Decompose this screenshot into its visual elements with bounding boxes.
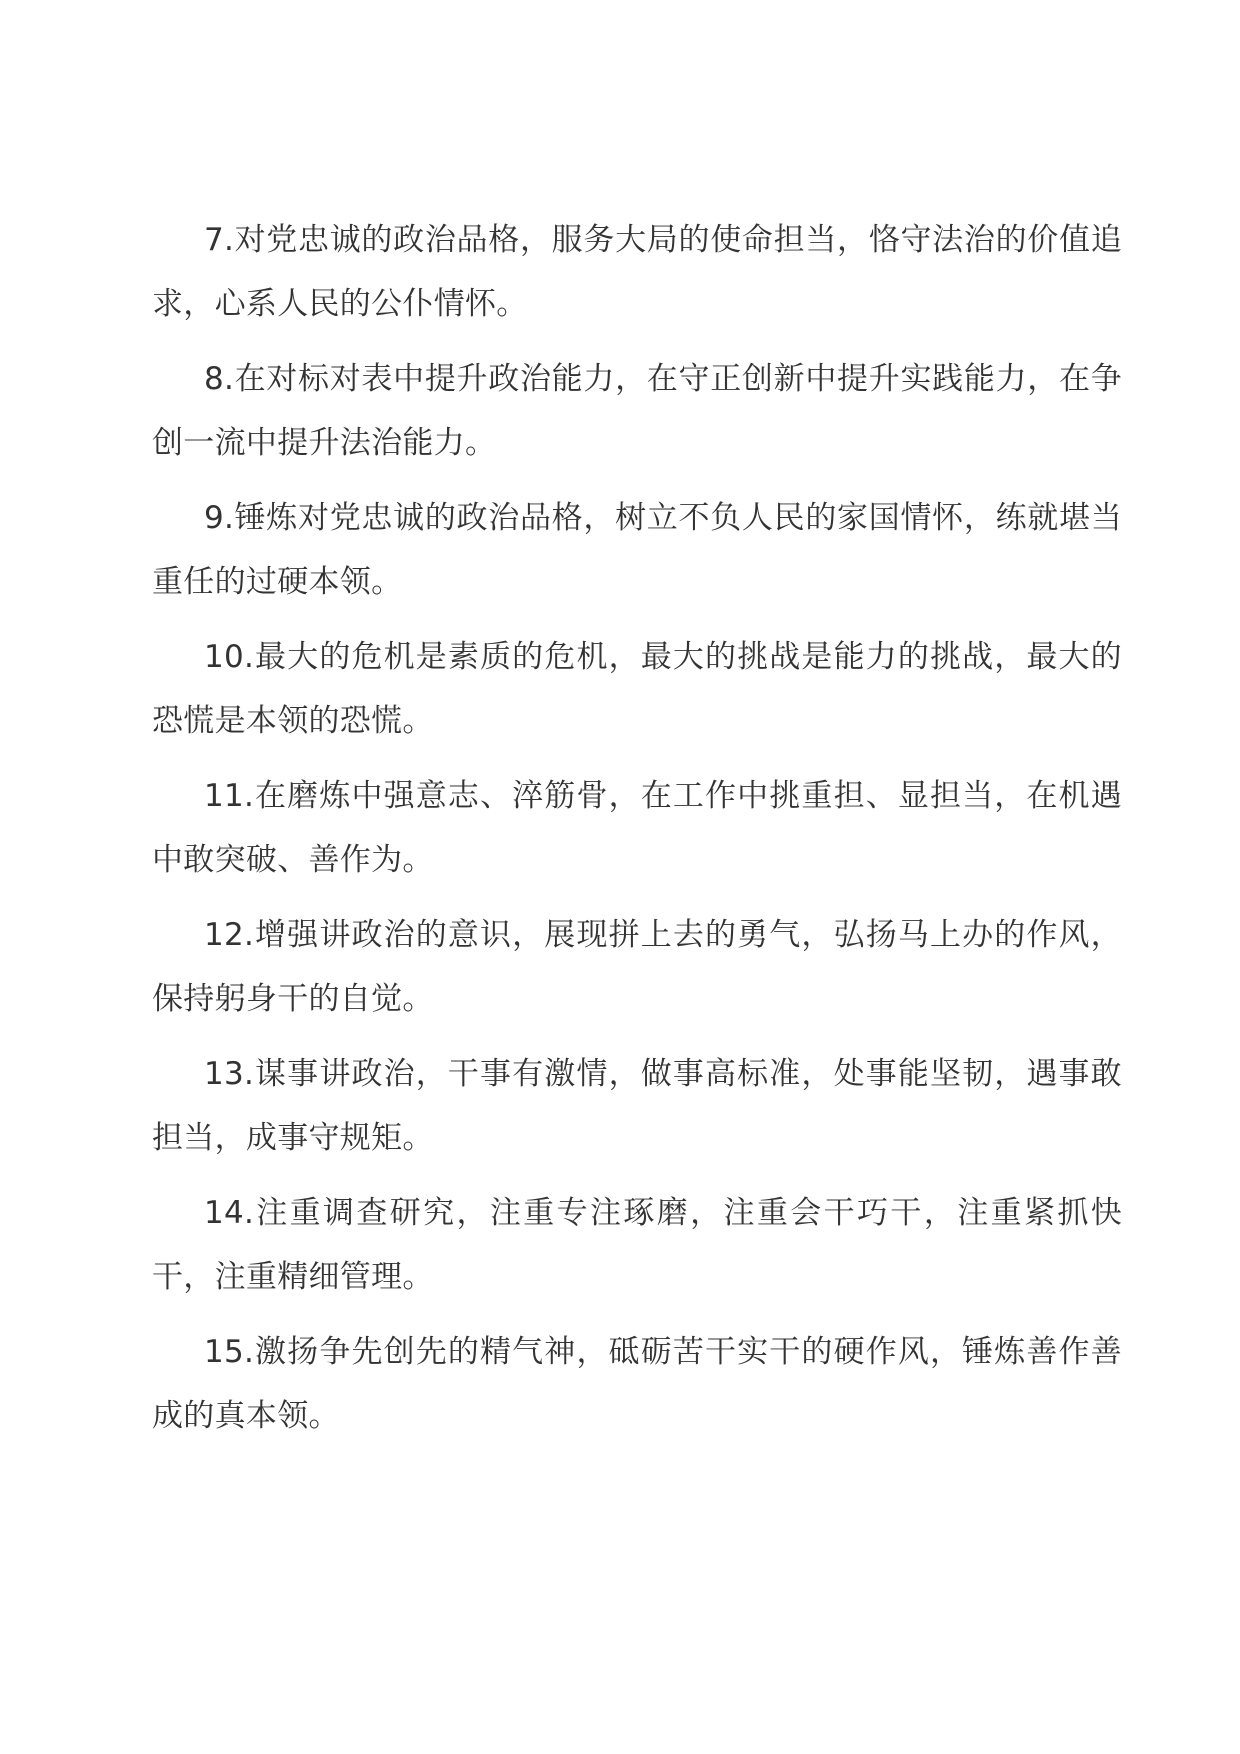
list-item-14: 14.注重调查研究，注重专注琢磨，注重会干巧干，注重紧抓快干，注重精细管理。 bbox=[152, 1195, 1122, 1295]
list-item-8: 8.在对标对表中提升政治能力，在守正创新中提升实践能力，在争创一流中提升法治能力。 bbox=[152, 361, 1122, 461]
list-item-13: 13.谋事讲政治，干事有激情，做事高标准，处事能坚韧，遇事敢担当，成事守规矩。 bbox=[152, 1056, 1122, 1156]
list-item-12: 12.增强讲政治的意识，展现拼上去的勇气，弘扬马上办的作风，保持躬身干的自觉。 bbox=[152, 917, 1122, 1017]
list-item-7: 7.对党忠诚的政治品格，服务大局的使命担当，恪守法治的价值追求，心系人民的公仆情怀。 bbox=[152, 222, 1122, 322]
list-item-11: 11.在磨炼中强意志、淬筋骨，在工作中挑重担、显担当，在机遇中敢突破、善作为。 bbox=[152, 778, 1122, 878]
list-item-15: 15.激扬争先创先的精气神，砥砺苦干实干的硬作风，锤炼善作善成的真本领。 bbox=[152, 1334, 1122, 1434]
list-item-9: 9.锤炼对党忠诚的政治品格，树立不负人民的家国情怀，练就堪当重任的过硬本领。 bbox=[152, 500, 1122, 600]
document-body bbox=[152, 208, 1122, 1459]
list-item-10: 10.最大的危机是素质的危机，最大的挑战是能力的挑战，最大的恐慌是本领的恐慌。 bbox=[152, 639, 1122, 739]
